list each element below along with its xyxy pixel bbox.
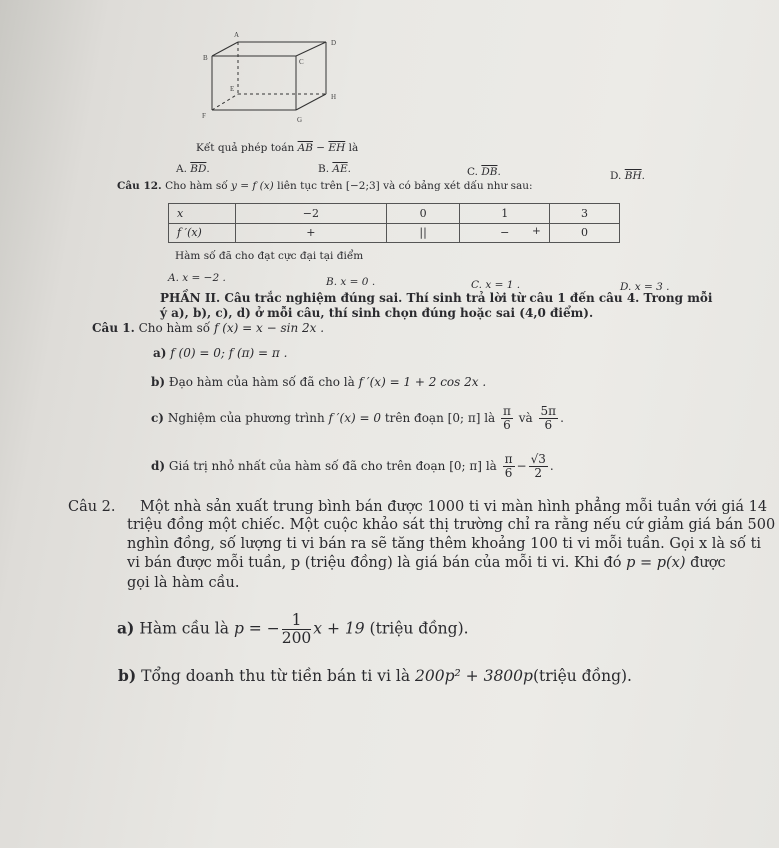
- q11-option-b[interactable]: B. $\overline{AE}$.: [318, 163, 351, 175]
- sign-table-undefined: ||: [386, 223, 460, 243]
- c2-line1: Một nhà sản xuất trung bình bán được 1000 ti vi màn hình phẳng mỗi tuần với giá 14: [140, 499, 768, 515]
- q11-stem: Kết quả phép toán $\overline{AB} - \overline{EH}$ là: [196, 142, 359, 154]
- cube-label-c: C: [299, 58, 304, 66]
- q12-question: Hàm số đã cho đạt cực đại tại điểm: [175, 250, 364, 262]
- q11-option-c[interactable]: C. $\overline{DB}$.: [467, 166, 501, 178]
- q12-option-c[interactable]: C. x = 1 .: [471, 279, 521, 291]
- c2-item-b[interactable]: b) Tổng doanh thu từ tiền bán ti vi là 200p² + 3800p(triệu đồng).: [118, 666, 632, 685]
- cube-figure: [190, 28, 360, 128]
- cube-label-h: H: [331, 93, 337, 101]
- sign-table: [168, 203, 620, 243]
- c1-item-c[interactable]: c) Nghiệm của phương trình f ′(x) = 0 trên đoạn [0; π] là $\frac{\pi}{6}$ và $\frac{5\pi}{6}$ .: [151, 404, 564, 433]
- sign-table-sign2: −: [460, 223, 549, 243]
- c1-item-d[interactable]: d) Giá trị nhỏ nhất của hàm số đã cho trên đoạn [0; π] là $\frac{\pi}{6}$ − $\frac{√3}{2}$ .: [151, 452, 554, 481]
- sign-table-x1: −2: [236, 204, 387, 224]
- q11-option-d[interactable]: D. $\overline{BH}$.: [610, 170, 645, 182]
- q11-option-a[interactable]: A. $\overline{BD}$.: [176, 163, 210, 175]
- cube-label-b: B: [203, 54, 208, 62]
- sign-table-sign1: +: [236, 223, 387, 243]
- c2-item-a[interactable]: a) Hàm cầu là p = − $\frac{1}{200}$ x + 19 (triệu đồng).: [117, 611, 469, 648]
- cube-label-a: A: [234, 31, 240, 39]
- q12-option-d[interactable]: D. x = 3 .: [620, 281, 670, 293]
- q12-option-a[interactable]: A. x = −2 .: [168, 272, 226, 284]
- c1-stem: Câu 1. Cho hàm số f (x) = x − sin 2x .: [92, 321, 325, 335]
- cube-label-f: F: [202, 112, 206, 120]
- c2-line4: vi bán được mỗi tuần, p (triệu đồng) là giá bán của mỗi ti vi. Khi đó p = p(x) được: [127, 555, 726, 571]
- sign-table-zero: 0: [549, 223, 619, 243]
- sign-table-x2: 0: [386, 204, 460, 224]
- c2-line3: nghìn đồng, số lượng ti vi bán ra sẽ tăng thêm khoảng 100 ti vi mỗi tuần. Gọi x là số ti: [127, 536, 762, 552]
- cube-label-g: G: [297, 116, 303, 124]
- sign-table-fprime-head: f ′(x): [169, 223, 236, 243]
- part2-heading-line1: PHẦN II. Câu trắc nghiệm đúng sai. Thí sinh trả lời từ câu 1 đến câu 4. Trong mỗi: [160, 291, 713, 305]
- part2-heading-line2: ý a), b), c), d) ở mỗi câu, thí sinh chọn đúng hoặc sai (4,0 điểm).: [160, 306, 594, 320]
- cube-label-d: D: [331, 39, 337, 47]
- cube-label-e: E: [230, 85, 235, 93]
- sign-table-x-head: x: [169, 204, 236, 224]
- c2-line2: triệu đồng một chiếc. Một cuộc khảo sát thị trường chỉ ra rằng nếu cứ giảm giá bán 500: [127, 517, 776, 533]
- q12-option-b[interactable]: B. x = 0 .: [326, 276, 376, 288]
- c1-item-b[interactable]: b) Đạo hàm của hàm số đã cho là f ′(x) = 1 + 2 cos 2x .: [151, 375, 487, 389]
- sign-table-x4: 3: [549, 204, 619, 224]
- q12-stem: Câu 12. Cho hàm số y = f (x) liên tục trên [−2;3] và có bảng xét dấu như sau:: [117, 180, 533, 192]
- c2-number: Câu 2.: [68, 499, 116, 515]
- c1-item-a[interactable]: a) f (0) = 0; f (π) = π .: [153, 346, 288, 360]
- c2-line5: gọi là hàm cầu.: [127, 575, 240, 591]
- sign-table-x3: 1: [460, 204, 549, 224]
- sign-table-sign3-shown: +: [532, 225, 541, 237]
